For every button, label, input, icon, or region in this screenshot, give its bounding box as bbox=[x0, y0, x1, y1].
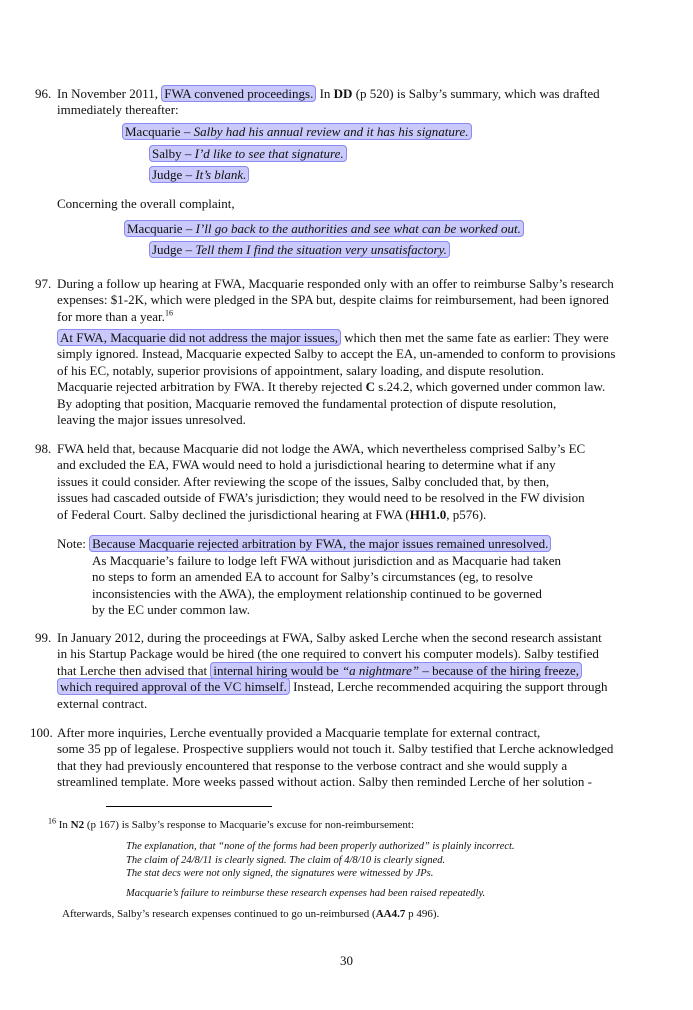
para-98-note: Note: Because Macquarie rejected arbitration by FWA, the major issues remained unresolved. bbox=[57, 536, 658, 552]
footnote-rule bbox=[106, 806, 272, 807]
footnote-quote-1: The explanation, that “none of the forms had been properly authorized” is plainly incorrect. bbox=[126, 841, 515, 852]
footnote-afterwards: Afterwards, Salby’s research expenses continued to go un-reimbursed (AA4.7 p 496). bbox=[62, 908, 440, 920]
para-100: After more inquiries, Lerche eventually provided a Macquarie template for external contract, some 35 pp of legalese. Prospective suppliers would not touch it. Salby testified that Lerche acknowledged that they had previously encountered that response to the verbose contract and she would supply a streamlined template. More weeks passed without action. Salby then reminded Lerche of her solution - bbox=[57, 725, 614, 790]
footnote-16: $^{16}$ In N2 (p 167) is Salby’s response to Macquarie’s excuse for non-reimbursement: bbox=[48, 816, 415, 831]
highlight-nightmare: internal hiring would be “a nightmare” – because of the hiring freeze, bbox=[210, 662, 582, 679]
concerning-line: Concerning the overall complaint, bbox=[57, 196, 235, 211]
footnote-quote-3: The stat decs were not only signed, the signatures were witnessed by JPs. bbox=[126, 868, 434, 879]
highlight-fwa-convened: FWA convened proceedings. bbox=[161, 85, 316, 102]
para-98-note-body: As Macquarie’s failure to lodge left FWA without jurisdiction and as Macquarie had taken no steps to form an amended EA to account for Salby’s circumstances (eg, to resolve inconsistencies with the AWA), the employment relationship continued to be governed by the EC under common law. bbox=[92, 553, 561, 618]
para-97-body: At FWA, Macquarie did not address the major issues, which then met the same fate as earlier: They were simply ignored. Instead, Macquarie expected Salby to accept the EA, un-amended to conform to provisions of his EC, notably, superior provisions of appointment, salary loading, and dispute resolution. Macquarie rejected arbitration by FWA. It thereby rejected C s.24.2, which governed under common law. By adopting that position, Macquarie removed the fundamental protection of dispute resolution, leaving the major issues unresolved. bbox=[57, 330, 616, 428]
dialogue-line-3: Judge – It’s blank. bbox=[149, 167, 249, 183]
dialogue-line-4: Macquarie – I’ll go back to the authorities and see what can be worked out. bbox=[124, 221, 524, 237]
dialogue-line-5: Judge – Tell them I find the situation very unsatisfactory. bbox=[149, 242, 450, 258]
highlight-major-issues: At FWA, Macquarie did not address the major issues, bbox=[57, 329, 341, 346]
highlight-vc-approval: which required approval of the VC himself. bbox=[57, 678, 290, 695]
highlight-arbitration: Because Macquarie rejected arbitration by FWA, the major issues remained unresolved. bbox=[89, 535, 551, 552]
footnote-ref-16[interactable]: 16 bbox=[164, 308, 173, 318]
para-96-line-1: In November 2011, FWA convened proceedings. In DD (p 520) is Salby’s summary, which was drafted bbox=[57, 86, 600, 101]
para-98-number: 98. bbox=[35, 441, 52, 456]
para-96-number: 96. bbox=[35, 86, 52, 101]
footnote-quote-2: The claim of 24/8/11 is clearly signed. The claim of 4/8/10 is clearly signed. bbox=[126, 855, 446, 866]
dialogue-line-1: Macquarie – Salby had his annual review and it has his signature. bbox=[122, 124, 472, 140]
para-99: In January 2012, during the proceedings at FWA, Salby asked Lerche when the second research assistant in his Startup Package would be hired (the one required to convert his computer models). Salby testified that Lerche then advised that internal hiring would be “a nightmare” – because of the hiring freeze, which required approval of the VC himself. Instead, Lerche recommended acquiring the support through external contract. bbox=[57, 630, 608, 711]
page-number: 30 bbox=[340, 953, 353, 968]
para-98: FWA held that, because Macquarie did not lodge the AWA, which nevertheless comprised Salby’s EC and excluded the EA, FWA would need to hold a jurisdictional hearing to determine what if any issues it could consider. After reviewing the scope of the issues, Salby concluded that, by then, issues had cascaded outside of FWA’s jurisdiction; they would need to be resolved in the FW division of Federal Court. Salby declined the jurisdictional hearing at FWA (HH1.0, p576). bbox=[57, 441, 586, 522]
para-99-number: 99. bbox=[35, 630, 52, 645]
footnote-quote-4: Macquarie’s failure to reimburse these research expenses had been raised repeatedly. bbox=[126, 888, 486, 899]
dialogue-line-2: Salby – I’d like to see that signature. bbox=[149, 146, 347, 162]
para-97-number: 97. bbox=[35, 276, 52, 291]
para-96: In November 2011, FWA convened proceedings. In DD (p 520) is Salby’s summary, which was drafted immediately thereafter: bbox=[57, 86, 658, 119]
para-100-number: 100. bbox=[30, 725, 53, 740]
para-97: During a follow up hearing at FWA, Macquarie responded only with an offer to reimburse Salby’s research expenses: $1-2K, which were pledged in the SPA but, despite claims for reimbursement, had been ignored for more than a year.$^{16}$ bbox=[57, 276, 614, 324]
